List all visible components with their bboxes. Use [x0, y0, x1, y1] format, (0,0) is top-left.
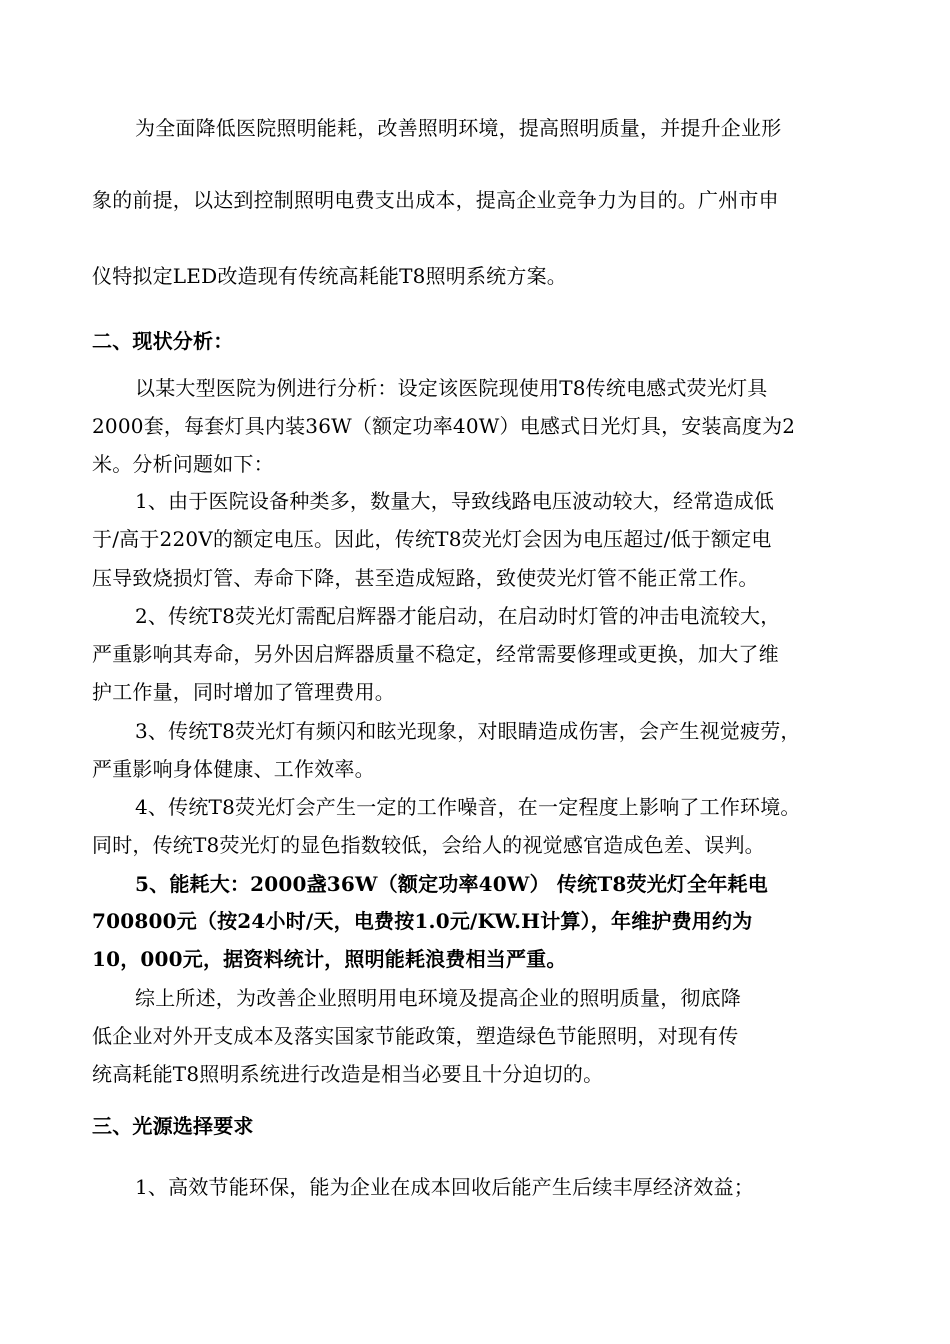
- analysis-paragraph-line: 以某大型医院为例进行分析：设定该医院现使用T8传统电感式荧光灯具: [135, 376, 768, 400]
- problem-item-5-line: 5、能耗大：2000盏36W（额定功率40W） 传统T8荧光灯全年耗电: [135, 872, 768, 896]
- intro-line-1: 为全面降低医院照明能耗，改善照明环境，提高照明质量，并提升企业形: [135, 116, 782, 140]
- intro-line-2: 象的前提，以达到控制照明电费支出成本，提高企业竞争力为目的。广州市申: [92, 188, 779, 212]
- problem-item-1-line: 压导致烧损灯管、寿命下降，甚至造成短路，致使荧光灯管不能正常工作。: [92, 566, 759, 590]
- analysis-paragraph-line: 2000套，每套灯具内装36W（额定功率40W）电感式日光灯具，安装高度为2: [92, 414, 796, 438]
- problem-item-4-line: 4、传统T8荧光灯会产生一定的工作噪音，在一定程度上影响了工作环境。: [135, 795, 801, 819]
- requirement-item-1: 1、高效节能环保，能为企业在成本回收后能产生后续丰厚经济效益；: [135, 1175, 754, 1199]
- problem-item-2-line: 护工作量，同时增加了管理费用。: [92, 680, 395, 704]
- summary-paragraph-line: 低企业对外开支成本及落实国家节能政策，塑造绿色节能照明，对现有传: [92, 1024, 739, 1048]
- problem-item-1-line: 1、由于医院设备种类多，数量大，导致线路电压波动较大，经常造成低: [135, 489, 775, 513]
- problem-item-5-line: 700800元（按24小时/天，电费按1.0元/KW.H计算），年维护费用约为: [92, 909, 753, 933]
- summary-paragraph-line: 综上所述，为改善企业照明用电环境及提高企业的照明质量，彻底降: [135, 986, 741, 1010]
- problem-item-3-line: 严重影响身体健康、工作效率。: [92, 757, 375, 781]
- problem-item-1-line: 于/高于220V的额定电压。因此，传统T8荧光灯会因为电压超过/低于额定电: [92, 527, 772, 551]
- problem-item-2-line: 严重影响其寿命，另外因启辉器质量不稳定，经常需要修理或更换，加大了维: [92, 642, 779, 666]
- problem-item-4-line: 同时，传统T8荧光灯的显色指数较低，会给人的视觉感官造成色差、误判。: [92, 833, 765, 857]
- problem-item-2-line: 2、传统T8荧光灯需配启辉器才能启动，在启动时灯管的冲击电流较大，: [135, 604, 781, 628]
- section-heading-light-source-requirements: 三、光源选择要求: [92, 1114, 254, 1138]
- section-heading-status-analysis: 二、现状分析：: [92, 329, 234, 353]
- problem-item-3-line: 3、传统T8荧光灯有频闪和眩光现象，对眼睛造成伤害，会产生视觉疲劳，: [135, 719, 801, 743]
- problem-item-5-line: 10，000元，据资料统计，照明能耗浪费相当严重。: [92, 947, 567, 971]
- analysis-paragraph-line: 米。分析问题如下：: [92, 452, 274, 476]
- summary-paragraph-line: 统高耗能T8照明系统进行改造是相当必要且十分迫切的。: [92, 1062, 604, 1086]
- intro-line-3: 仪特拟定LED改造现有传统高耗能T8照明系统方案。: [92, 264, 567, 288]
